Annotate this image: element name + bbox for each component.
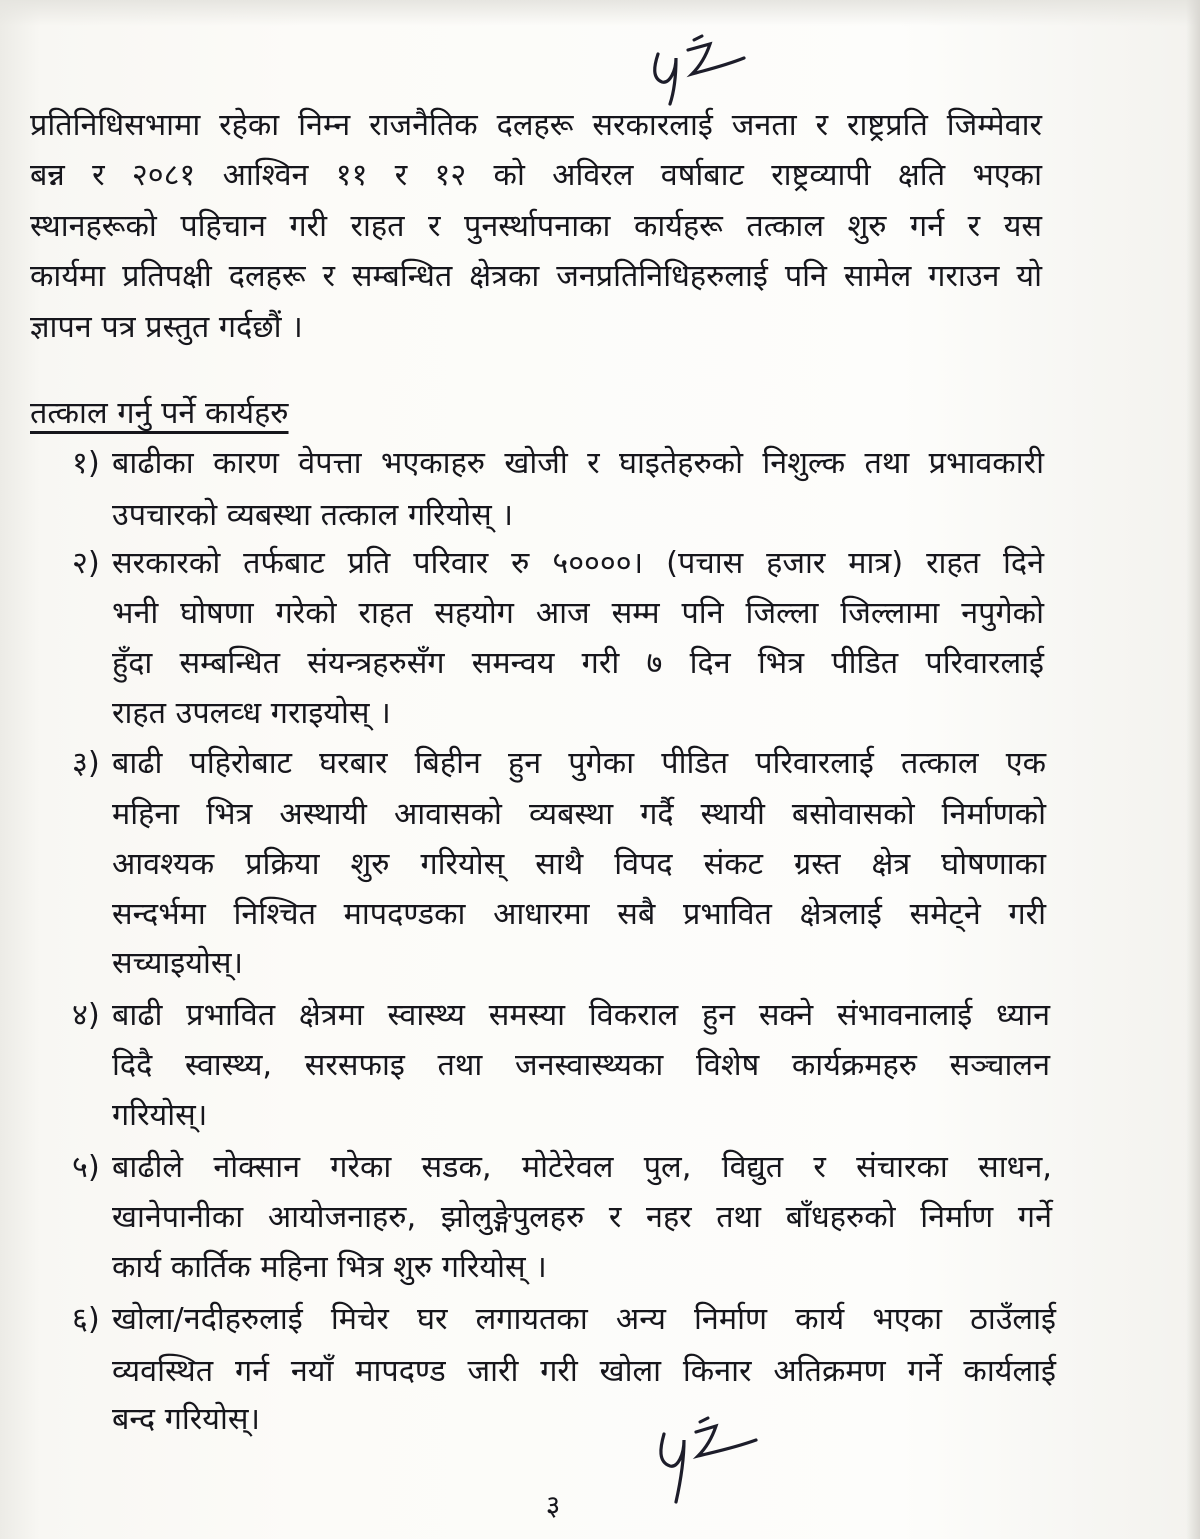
item-6-line-1: खोला/नदीहरुलाई मिचेर घर लगायतका अन्य निर्माण कार्य भएका ठाउँलाई (112, 1302, 1056, 1337)
item-3-line-5: सच्याइयोस्। (112, 946, 244, 981)
intro-line-4: कार्यमा प्रतिपक्षी दलहरू र सम्बन्धित क्षेत्रका जनप्रतिनिधिहरुलाई पनि सामेल गराउन यो (30, 259, 1042, 294)
item-number: ५) (72, 1150, 100, 1185)
intro-line-2: बन्न र २०८१ आश्विन ११ र १२ को अविरल वर्षाबाट राष्ट्रव्यापी क्षति भएका (30, 158, 1042, 193)
item-number: ६) (72, 1302, 100, 1337)
signature-top (640, 30, 780, 110)
intro-line-5: ज्ञापन पत्र प्रस्तुत गर्दछौं । (30, 310, 303, 345)
intro-line-3: स्थानहरूको पहिचान गरी राहत र पुनर्स्थापनाका कार्यहरू तत्काल शुरु गर्न र यस (30, 209, 1042, 244)
item-6-line-2: व्यवस्थित गर्न नयाँ मापदण्ड जारी गरी खोला किनार अतिक्रमण गर्ने कार्यलाई (112, 1354, 1056, 1389)
intro-line-1: प्रतिनिधिसभामा रहेका निम्न राजनैतिक दलहरू सरकारलाई जनता र राष्ट्रप्रति जिम्मेवार (30, 108, 1042, 143)
item-4-line-1: बाढी प्रभावित क्षेत्रमा स्वास्थ्य समस्या विकराल हुन सक्ने संभावनालाई ध्यान (112, 998, 1050, 1033)
section-heading: तत्काल गर्नु पर्ने कार्यहरु (30, 396, 289, 431)
item-3-line-2: महिना भित्र अस्थायी आवासको व्यबस्था गर्दै स्थायी बसोवासको निर्माणको (112, 797, 1046, 832)
page-number: ३ (545, 1489, 561, 1522)
item-4-line-2: दिदै स्वास्थ्य, सरसफाइ तथा जनस्वास्थ्यका विशेष कार्यक्रमहरु सञ्चालन (112, 1048, 1050, 1083)
item-1-line-1: बाढीका कारण वेपत्ता भएकाहरु खोजी र घाइतेहरुको निशुल्क तथा प्रभावकारी (112, 446, 1044, 481)
item-3-line-4: सन्दर्भमा निश्चित मापदण्डका आधारमा सबै प्रभावित क्षेत्रलाई समेट्ने गरी (112, 897, 1046, 932)
item-1-line-2: उपचारको व्यबस्था तत्काल गरियोस् । (112, 498, 513, 533)
item-2-line-1: सरकारको तर्फबाट प्रति परिवार रु ५००००। (पचास हजार मात्र) राहत दिने (112, 546, 1044, 581)
item-2-line-2: भनी घोषणा गरेको राहत सहयोग आज सम्म पनि जिल्ला जिल्लामा नपुगेको (112, 596, 1044, 631)
paper-top-shadow (0, 0, 1200, 26)
item-number: ३) (72, 746, 100, 781)
signature-bottom (650, 1408, 790, 1508)
item-2-line-4: राहत उपलव्ध गराइयोस् । (112, 696, 391, 731)
item-3-line-3: आवश्यक प्रक्रिया शुरु गरियोस् साथै विपद संकट ग्रस्त क्षेत्र घोषणाका (112, 847, 1046, 882)
item-3-line-1: बाढी पहिरोबाट घरबार बिहीन हुन पुगेका पीडित परिवारलाई तत्काल एक (112, 746, 1046, 781)
item-number: ४) (72, 998, 100, 1033)
item-4-line-3: गरियोस्। (112, 1098, 208, 1133)
item-number: २) (72, 546, 100, 581)
item-5-line-3: कार्य कार्तिक महिना भित्र शुरु गरियोस् । (112, 1250, 547, 1285)
item-2-line-3: हुँदा सम्बन्धित संयन्त्रहरुसँग समन्वय गरी ७ दिन भित्र पीडित परिवारलाई (112, 646, 1044, 681)
item-5-line-1: बाढीले नोक्सान गरेका सडक, मोटेरेवल पुल, विद्युत र संचारका साधन, (112, 1150, 1052, 1185)
item-5-line-2: खानेपानीका आयोजनाहरु, झोलुङ्गेपुलहरु र नहर तथा बाँधहरुको निर्माण गर्ने (112, 1200, 1052, 1235)
item-6-line-3: बन्द गरियोस्। (112, 1402, 261, 1437)
item-number: १) (72, 446, 100, 481)
paper-right-shadow (1186, 0, 1200, 1539)
